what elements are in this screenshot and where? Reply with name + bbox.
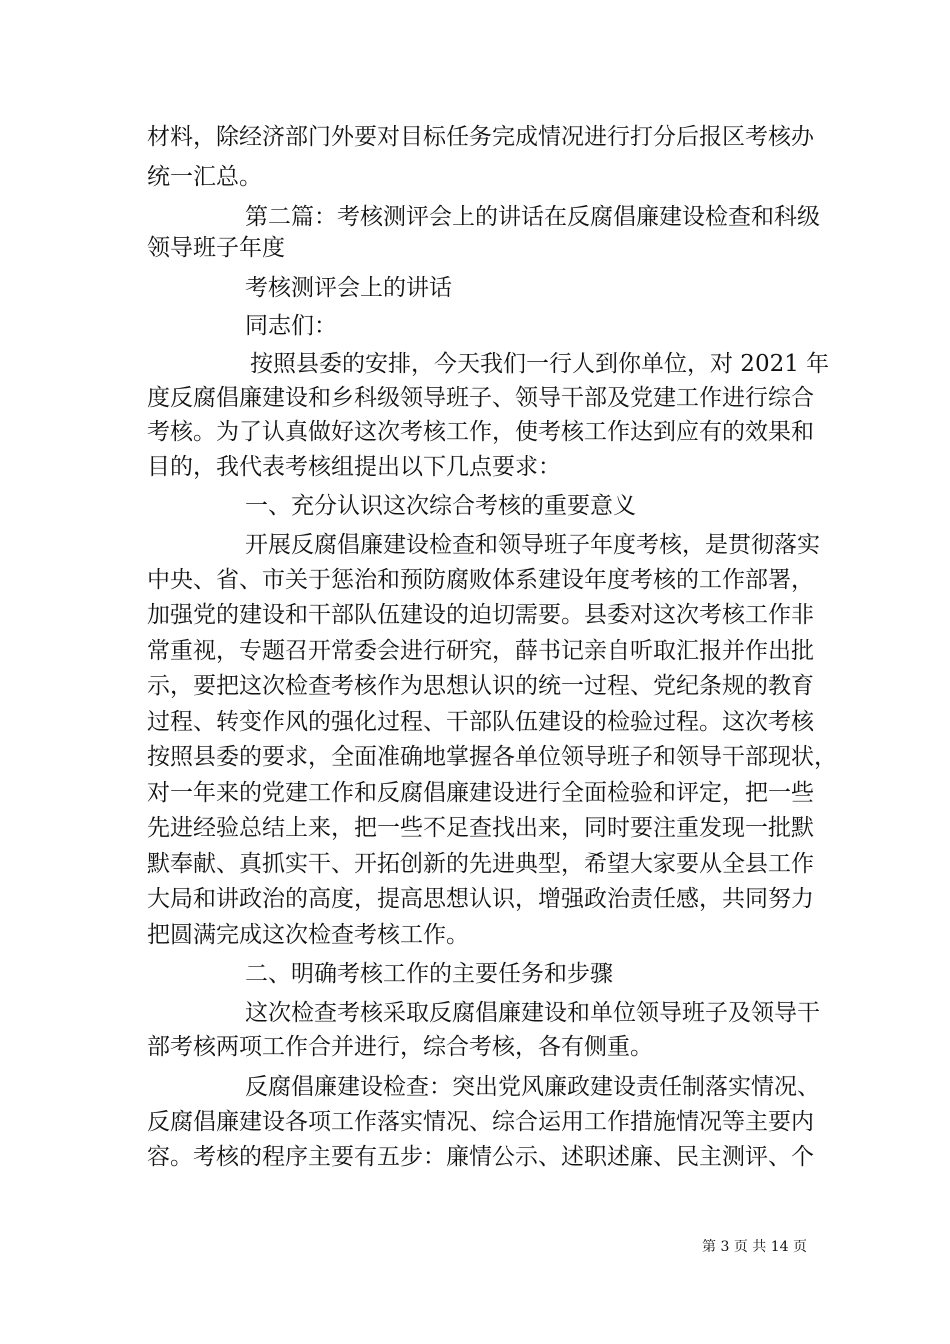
text-line: 统一汇总。 [147, 164, 262, 190]
text-line: 示，要把这次检查考核作为思想认识的统一过程、党纪条规的教育 [147, 673, 814, 699]
text-line: 默奉献、真抓实干、开拓创新的先进典型，希望大家要从全县工作 [147, 851, 814, 877]
text-line: 对一年来的党建工作和反腐倡廉建设进行全面检验和评定，把一些 [147, 780, 814, 806]
text-line: 容。考核的程序主要有五步：廉情公示、述职述廉、民主测评、个 [147, 1144, 814, 1170]
text-line: 开展反腐倡廉建设检查和领导班子年度考核，是贯彻落实 [245, 532, 820, 558]
section-heading: 二、明确考核工作的主要任务和步骤 [245, 961, 613, 987]
section-heading: 第二篇：考核测评会上的讲话在反腐倡廉建设检查和科级 [245, 204, 820, 230]
section-heading: 一、充分认识这次综合考核的重要意义 [245, 493, 636, 519]
text-line: 先进经验总结上来，把一些不足查找出来，同时要注重发现一批默 [147, 815, 814, 841]
text-line: 按照县委的要求，全面准确地掌握各单位领导班子和领导干部现状， [147, 744, 837, 770]
speech-title: 考核测评会上的讲话 [245, 275, 452, 301]
text-line: 把圆满完成这次检查考核工作。 [147, 922, 469, 948]
text-line: 这次检查考核采取反腐倡廉建设和单位领导班子及领导干 [245, 1000, 820, 1026]
section-heading: 领导班子年度 [147, 235, 285, 261]
text-line: 过程、转变作风的强化过程、干部队伍建设的检验过程。这次考核 [147, 709, 814, 735]
text-line: 中央、省、市关于惩治和预防腐败体系建设年度考核的工作部署， [147, 567, 814, 593]
text-line: 材料，除经济部门外要对目标任务完成情况进行打分后报区考核办 [147, 124, 814, 150]
text-line: 度反腐倡廉建设和乡科级领导班子、领导干部及党建工作进行综合 [147, 385, 814, 411]
page-number: 第 3 页 共 14 页 [702, 1239, 807, 1255]
text-line: 反腐倡廉建设各项工作落实情况、综合运用工作措施情况等主要内 [147, 1109, 814, 1135]
text-line: 部考核两项工作合并进行，综合考核，各有侧重。 [147, 1034, 653, 1060]
text-line: 考核。为了认真做好这次考核工作，使考核工作达到应有的效果和 [147, 419, 814, 445]
text-line: 反腐倡廉建设检查：突出党风廉政建设责任制落实情况、 [245, 1074, 820, 1100]
text-line: 大局和讲政治的高度，提高思想认识，增强政治责任感，共同努力 [147, 886, 814, 912]
text-line: 按照县委的安排，今天我们一行人到你单位，对 2021 年 [250, 351, 830, 377]
text-line: 目的，我代表考核组提出以下几点要求： [147, 454, 561, 480]
salutation: 同志们： [245, 313, 337, 339]
text-line: 常重视，专题召开常委会进行研究，薛书记亲自听取汇报并作出批 [147, 638, 814, 664]
text-line: 加强党的建设和干部队伍建设的迫切需要。县委对这次考核工作非 [147, 602, 814, 628]
